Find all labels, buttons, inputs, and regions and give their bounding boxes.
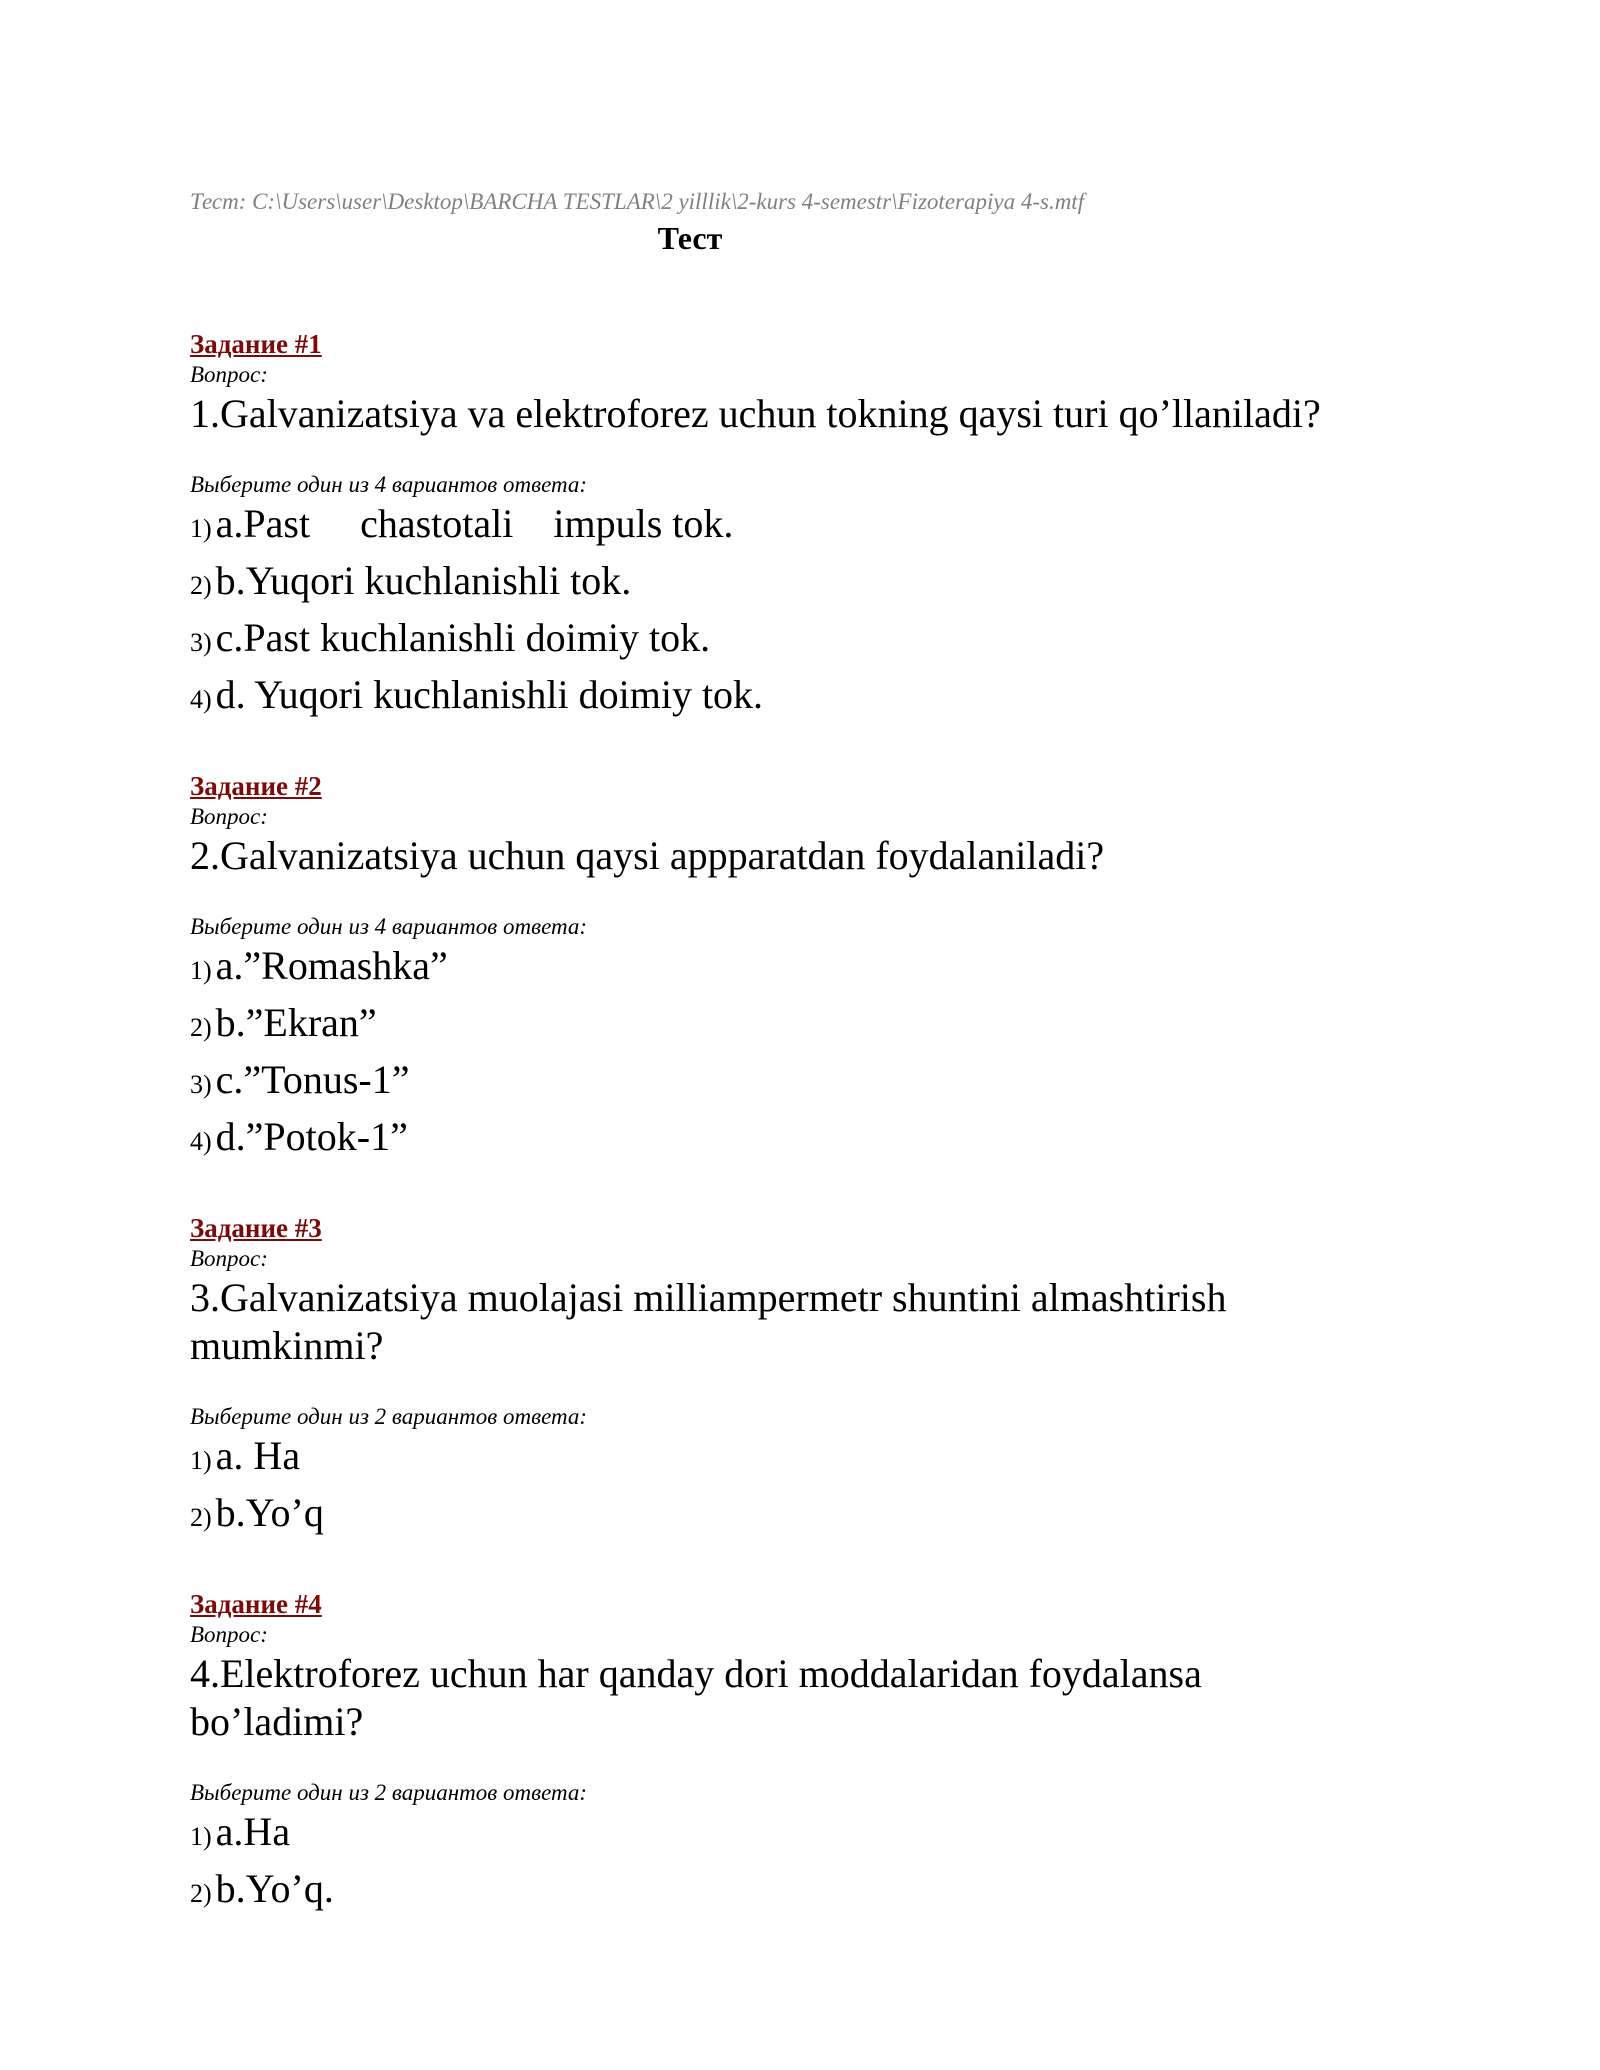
- answer-option: [190, 942, 1420, 999]
- answer-option: [190, 1056, 1420, 1113]
- task-2: [190, 770, 1420, 1170]
- question-label: Вопрос:: [190, 1622, 268, 1647]
- question-label: Вопрос:: [190, 362, 268, 387]
- answer-text: d. Yuqori kuchlanishli doimiy tok.: [215, 672, 764, 717]
- question-label: Вопрос:: [190, 1246, 268, 1271]
- answer-option: [190, 557, 1420, 614]
- answers-prompt: Выберите один из 4 вариантов ответа:: [190, 914, 588, 939]
- answer-number: 2): [190, 1013, 212, 1042]
- answer-option: [190, 999, 1420, 1056]
- answer-number: 3): [190, 628, 212, 657]
- answer-number: 1): [190, 956, 212, 985]
- answer-number: 4): [190, 1127, 212, 1156]
- answer-number: 2): [190, 571, 212, 600]
- answer-text: b.Yo’q.: [215, 1866, 334, 1911]
- answer-number: 2): [190, 1503, 212, 1532]
- answer-text: b.Yuqori kuchlanishli tok.: [215, 558, 632, 603]
- answers-prompt: Выберите один из 4 вариантов ответа:: [190, 472, 588, 497]
- question-text: 4.Elektroforez uchun har qanday dori moddalaridan foydalansa bo’ladimi?: [190, 1651, 1202, 1744]
- task-3: [190, 1212, 1420, 1546]
- answer-option: [190, 1865, 1420, 1922]
- answer-option: [190, 500, 1420, 557]
- answer-text: b.”Ekran”: [215, 1000, 377, 1045]
- task-heading: Задание #1: [190, 329, 322, 359]
- task-1: [190, 328, 1420, 728]
- task-heading: Задание #2: [190, 771, 322, 801]
- answer-text: a.Ha: [215, 1809, 291, 1854]
- answer-number: 1): [190, 1446, 212, 1475]
- answer-text: b.Yo’q: [215, 1490, 324, 1535]
- answer-text: d.”Potok-1”: [215, 1114, 408, 1159]
- answer-number: 3): [190, 1070, 212, 1099]
- answer-number: 2): [190, 1879, 212, 1908]
- answer-text: a.”Romashka”: [215, 943, 448, 988]
- answer-option: [190, 1432, 1420, 1489]
- answer-number: 1): [190, 1822, 212, 1851]
- answer-number: 1): [190, 514, 212, 543]
- task-heading: Задание #4: [190, 1589, 322, 1619]
- answer-option: [190, 671, 1420, 728]
- question-label: Вопрос:: [190, 804, 268, 829]
- answer-text: c.”Tonus-1”: [215, 1057, 410, 1102]
- question-text: 2.Galvanizatsiya uchun qaysi appparatdan foydalaniladi?: [190, 833, 1105, 878]
- answer-text: c.Past kuchlanishli doimiy tok.: [215, 615, 711, 660]
- answer-text: a. Ha: [215, 1433, 301, 1478]
- answer-number: 4): [190, 685, 212, 714]
- answer-option: [190, 1113, 1420, 1170]
- document-page: [190, 186, 1420, 1922]
- question-text: 3.Galvanizatsiya muolajasi milliampermetr shuntini almashtirish mumkinmi?: [190, 1275, 1227, 1368]
- answer-option: [190, 1808, 1420, 1865]
- test-file-path: Тест: C:\Users\user\Desktop\BARCHA TESTLAR\2 yilllik\2-kurs 4-semestr\Fizoterapiya 4-s.mtf: [190, 189, 1085, 214]
- answer-text: a.Past chastotali impuls tok.: [215, 501, 734, 546]
- task-heading: Задание #3: [190, 1213, 322, 1243]
- answers-prompt: Выберите один из 2 вариантов ответа:: [190, 1404, 588, 1429]
- test-title: Тест: [657, 220, 723, 256]
- question-text: 1.Galvanizatsiya va elektroforez uchun tokning qaysi turi qo’llaniladi?: [190, 391, 1321, 436]
- answers-prompt: Выберите один из 2 вариантов ответа:: [190, 1780, 588, 1805]
- task-4: [190, 1588, 1420, 1922]
- answer-option: [190, 614, 1420, 671]
- answer-option: [190, 1489, 1420, 1546]
